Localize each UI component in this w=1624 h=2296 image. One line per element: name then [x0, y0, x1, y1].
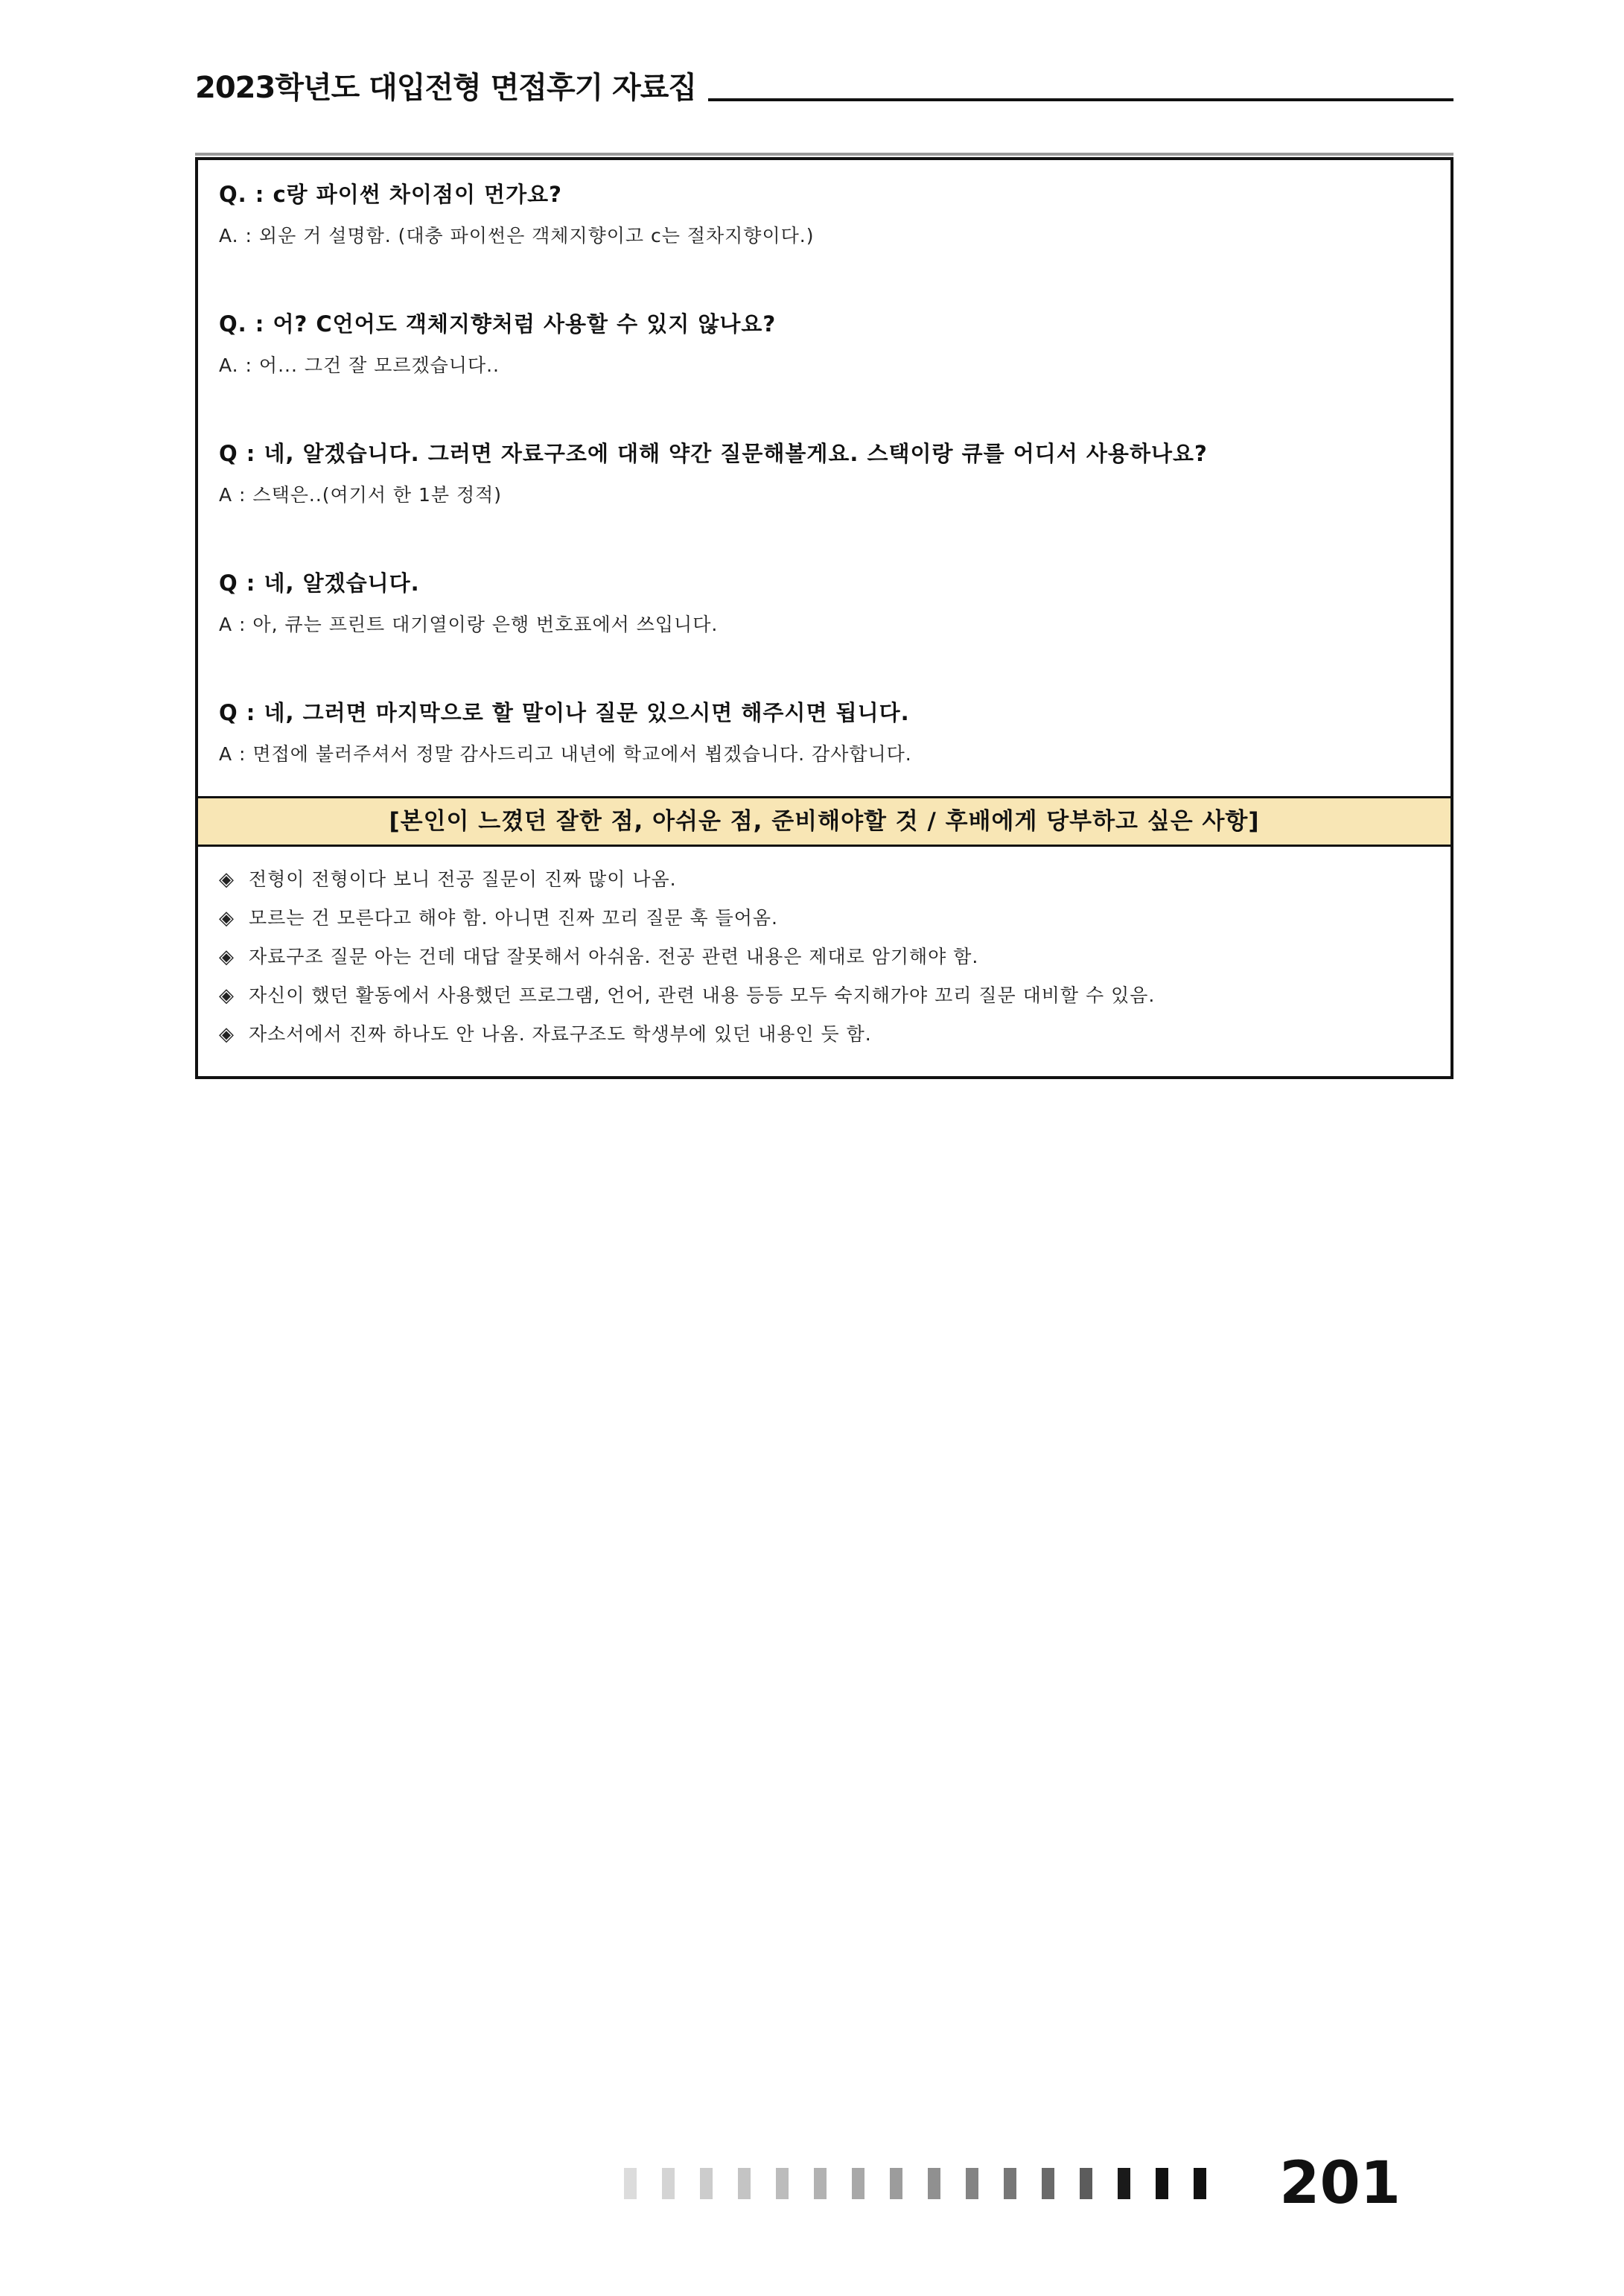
page-marker-block	[776, 2168, 789, 2199]
reflection-item	[219, 1015, 1430, 1054]
answer-text: A. : 어... 그건 잘 모르겠습니다..	[219, 354, 500, 376]
answer-text: A : 아, 큐는 프린트 대기열이랑 은행 번호표에서 쓰입니다.	[219, 614, 719, 635]
page-marker-block	[662, 2168, 675, 2199]
qa-item	[219, 696, 1430, 768]
reflection-item	[219, 938, 1430, 976]
header-rule	[708, 98, 1453, 101]
page-marker-block	[1194, 2168, 1206, 2199]
answer-text: A. : 외운 거 설명함. (대충 파이썬은 객체지향이고 c는 절차지향이다.)	[219, 225, 815, 247]
page-marker-block	[928, 2168, 940, 2199]
page-marker-block	[1118, 2168, 1130, 2199]
qa-item	[219, 178, 1430, 249]
reflection-item	[219, 976, 1430, 1015]
answer-text: A : 면접에 불러주셔서 정말 감사드리고 내년에 학교에서 뵙겠습니다. 감사합니다.	[219, 743, 912, 765]
page-marker-bar	[624, 2168, 1232, 2199]
reflection-item-text: 모르는 건 모른다고 해야 함. 아니면 진짜 꼬리 질문 훅 들어옴.	[249, 907, 778, 929]
question-text: Q. : 어? C언어도 객체지향처럼 사용할 수 있지 않나요?	[219, 311, 777, 337]
diamond-bullet-icon: ◈	[219, 868, 235, 891]
diamond-bullet-icon: ◈	[219, 907, 235, 929]
qa-item	[219, 308, 1430, 379]
reflection-header: [본인이 느꼈던 잘한 점, 아쉬운 점, 준비해야할 것 / 후배에게 당부하고 싶은 사항]	[198, 796, 1451, 847]
interview-box	[195, 157, 1453, 1079]
page-marker-block	[1042, 2168, 1054, 2199]
reflection-item-text: 자소서에서 진짜 하나도 안 나옴. 자료구조도 학생부에 있던 내용인 듯 함.	[249, 1023, 872, 1045]
page-marker-block	[852, 2168, 864, 2199]
reflection-item	[219, 860, 1430, 899]
diamond-bullet-icon: ◈	[219, 1023, 235, 1046]
header-title: 2023학년도 대입전형 면접후기 자료집	[195, 71, 697, 105]
page-marker-block	[1080, 2168, 1092, 2199]
reflection-item	[219, 899, 1430, 938]
question-text: Q. : c랑 파이썬 차이점이 먼가요?	[219, 182, 562, 207]
page-marker-block	[890, 2168, 902, 2199]
page-marker-block	[1156, 2168, 1168, 2199]
answer-text: A : 스택은..(여기서 한 1분 정적)	[219, 484, 503, 506]
reflection-item-text: 자료구조 질문 아는 건데 대답 잘못해서 아쉬움. 전공 관련 내용은 제대로 암기해야 함.	[249, 946, 979, 967]
page-marker-block	[966, 2168, 978, 2199]
page-marker-block	[700, 2168, 713, 2199]
box-top-shadow-bar	[195, 153, 1453, 156]
page-footer	[624, 2150, 1401, 2217]
page-marker-block	[1004, 2168, 1016, 2199]
reflection-item-text: 전형이 전형이다 보니 전공 질문이 진짜 많이 나옴.	[249, 868, 677, 890]
question-text: Q : 네, 알겠습니다. 그러면 자료구조에 대해 약간 질문해볼게요. 스택이랑 큐를 어디서 사용하나요?	[219, 441, 1208, 466]
reflection-list	[198, 847, 1451, 1076]
page-marker-block	[624, 2168, 637, 2199]
qa-section	[198, 160, 1451, 796]
diamond-bullet-icon: ◈	[219, 985, 235, 1007]
question-text: Q : 네, 그러면 마지막으로 할 말이나 질문 있으시면 해주시면 됩니다.	[219, 700, 910, 725]
qa-item	[219, 437, 1430, 509]
reflection-item-text: 자신이 했던 활동에서 사용했던 프로그램, 언어, 관련 내용 등등 모두 숙지해가야 꼬리 질문 대비할 수 있음.	[249, 985, 1156, 1006]
diamond-bullet-icon: ◈	[219, 946, 235, 968]
page-marker-block	[738, 2168, 751, 2199]
question-text: Q : 네, 알겠습니다.	[219, 570, 420, 596]
document-header	[195, 73, 1453, 103]
qa-item	[219, 567, 1430, 638]
page-number: 201	[1279, 2150, 1401, 2217]
page-marker-block	[814, 2168, 827, 2199]
